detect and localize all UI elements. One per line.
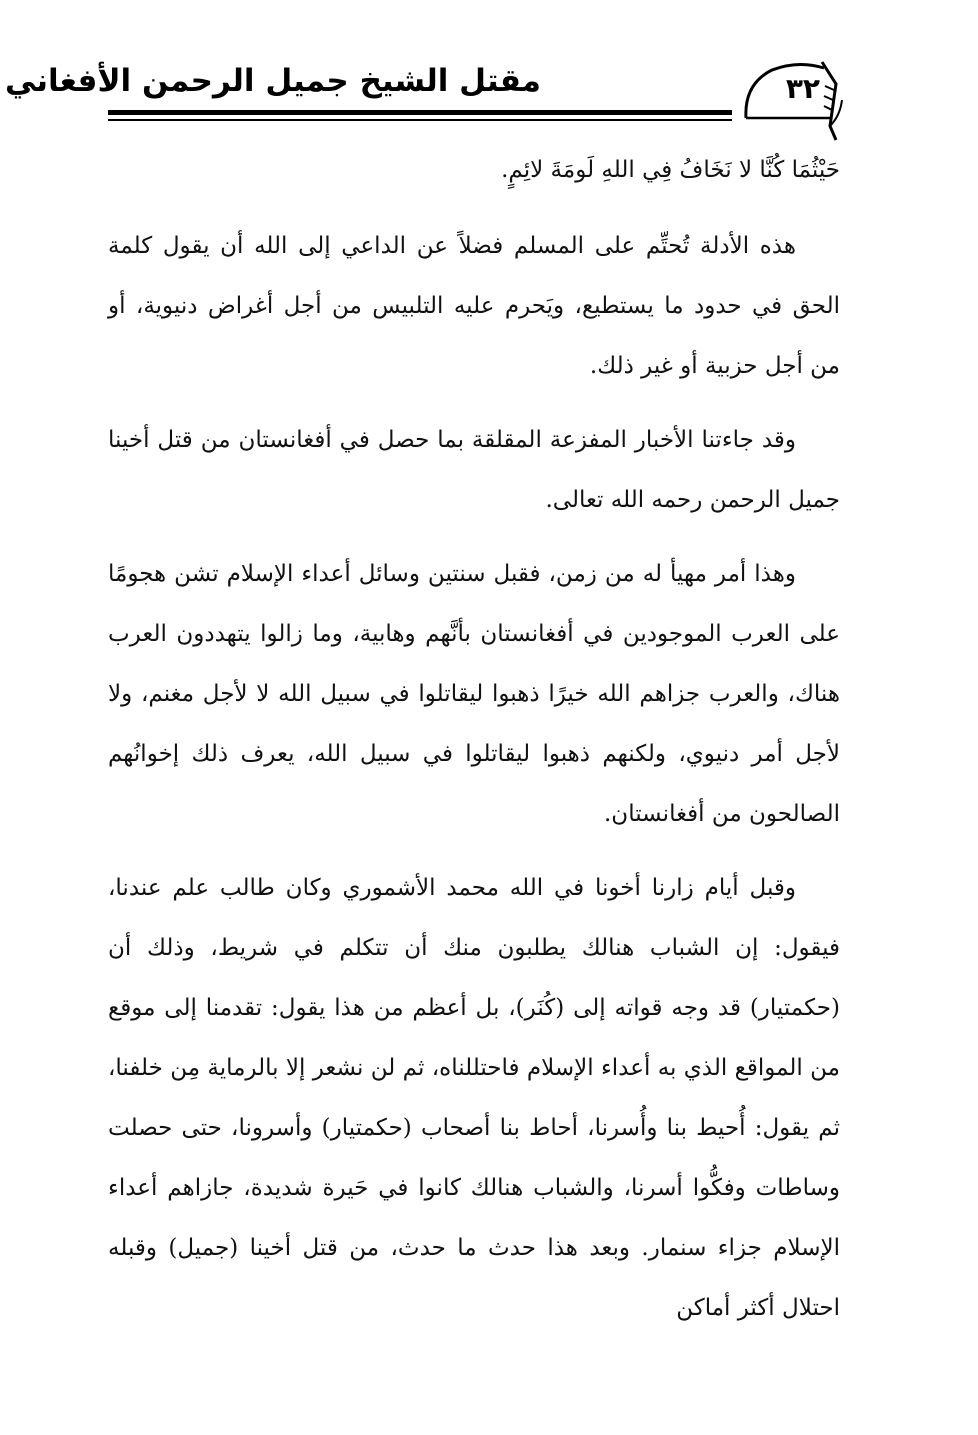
paragraph-opening: حَيْثُمَا كُنَّا لا نَخَافُ فِي اللهِ لَومَةَ لائِمٍ. (501, 157, 840, 183)
header-rule-thick (108, 110, 732, 115)
header-rule-thin (108, 119, 732, 121)
running-header (5, 54, 846, 146)
paragraph: هذه الأدلة تُحتِّم على المسلم فضلاً عن الداعي إلى الله أن يقول كلمة الحق في حدود ما يستطيع، ويَحرم عليه التلبيس من أجل أغراض دنيوية، أو من أجل حزبية أو غير ذلك. (108, 233, 840, 379)
body-text (108, 140, 840, 1352)
page-number-ornament (736, 56, 846, 146)
page-title: مقتل الشيخ جميل الرحمن الأفغاني (5, 63, 541, 99)
paragraph: وهذا أمر مهيأ له من زمن، فقبل سنتين وسائل أعداء الإسلام تشن هجومًا على العرب الموجودين في أفغانستان بأنَّهم وهابية، وما زالوا يتهددون العرب هناك، والعرب جزاهم الله خيرًا ذهبوا ليقاتلوا في سبيل الله لا لأجل مغنم، ولا لأجل أمر دنيوي، ولكنهم ذهبوا ليقاتلوا في سبيل الله، يعرف ذلك إخوانُهم الصالحون من أفغانستان. (108, 561, 840, 827)
page-number: ٣٢ (785, 72, 820, 105)
paragraph: وقبل أيام زارنا أخونا في الله محمد الأشموري وكان طالب علم عندنا، فيقول: إن الشباب هنالك يطلبون منك أن تتكلم في شريط، وذلك أن (حكمتيار) قد وجه قواته إلى (كُنَر)، بل أعظم من هذا يقول: تقدمنا إلى موقع من المواقع الذي به أعداء الإسلام فاحتللناه، ثم لن نشعر إلا بالرماية مِن خلفنا، ثم يقول: أُحيط بنا وأُسرنا، أحاط بنا أصحاب (حكمتيار) وأسرونا، حتى حصلت وساطات وفكُّوا أسرنا، والشباب هنالك كانوا في حَيرة شديدة، جازاهم أعداء الإسلام جزاء سنمار. وبعد هذا حدث ما حدث، من قتل أخينا (جميل) وقبله احتلال أكثر أماكن (108, 875, 840, 1321)
paragraph: وقد جاءتنا الأخبار المفزعة المقلقة بما حصل في أفغانستان من قتل أخينا جميل الرحمن رحمه الله تعالى. (108, 427, 840, 513)
